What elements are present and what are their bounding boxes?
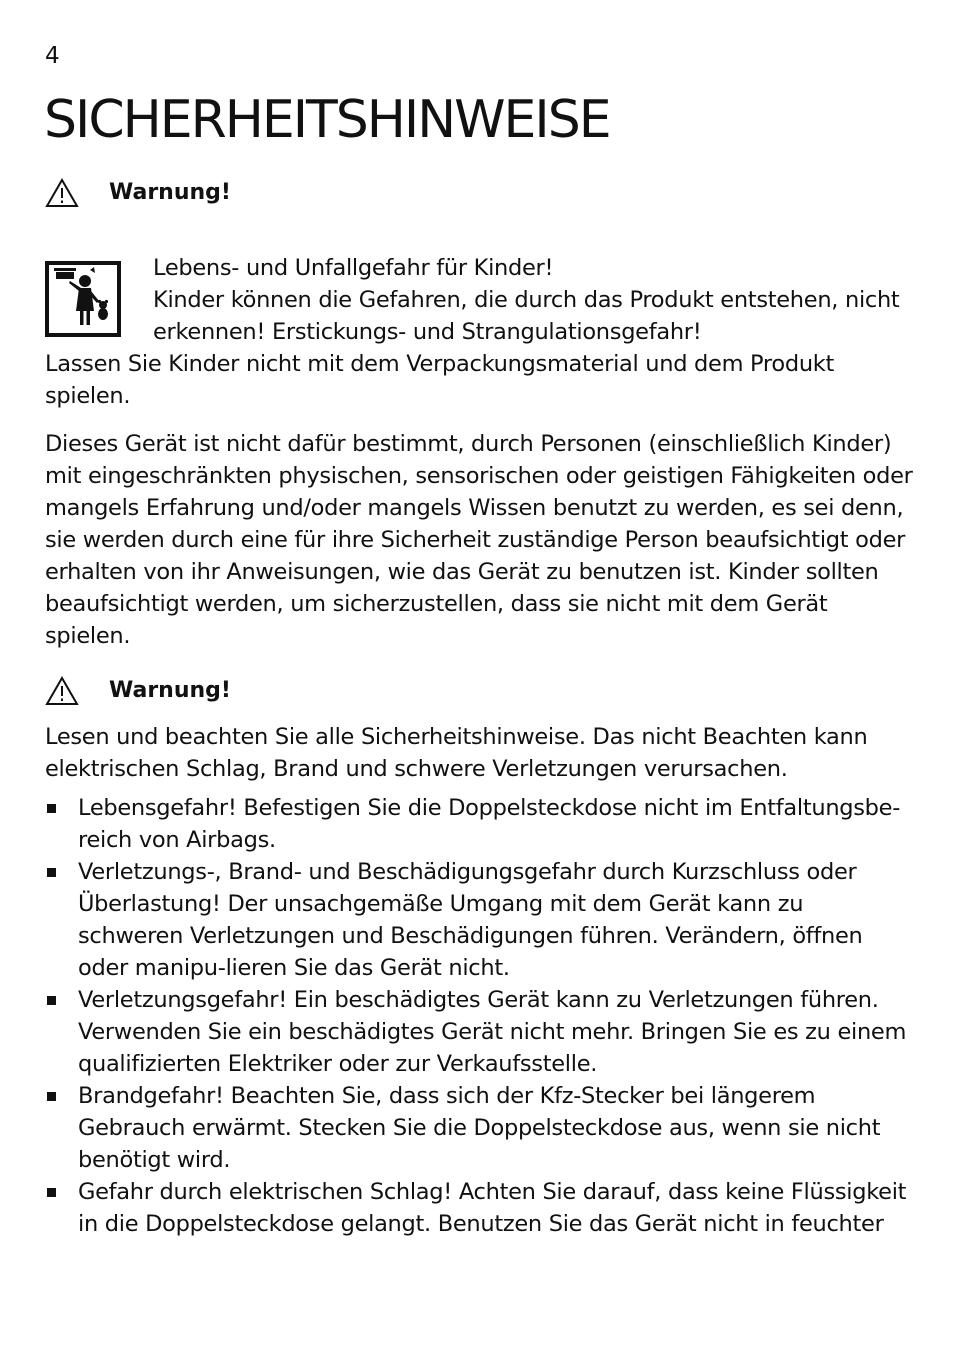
supervision-paragraph: Dieses Gerät ist nicht dafür bestimmt, durch Personen (einschließlich Kinder) mit eingeschränkten physischen, sensorischen oder geistigen Fähigkeiten oder mangels Erfahrung und/oder mangels Wissen benutzt zu werden, es sei denn, sie werden durch eine für ihre Sicherheit zuständige Person beaufsichtigt oder erhalten von ihr Anweisungen, wie das Gerät zu benutzen ist. Kinder sollten beaufsichtigt werden, um sicherzustellen, dass sie nicht mit dem Gerät spielen. (45, 431, 913, 649)
list-item (45, 856, 915, 984)
warning-label: Warnung! (109, 678, 231, 703)
warning-label: Warnung! (109, 180, 231, 205)
list-item (45, 792, 915, 856)
warning-triangle-icon (45, 676, 79, 706)
bullet-text: Brandgefahr! Beachten Sie, dass sich der Kfz-Stecker bei längerem Gebrauch erwärmt. Stecken Sie die Doppelsteckdose aus, wenn sie nicht benötigt wird. (78, 1083, 881, 1173)
warning-heading-2 (45, 676, 445, 708)
list-item (45, 984, 915, 1080)
bullet-text: Lebensgefahr! Befestigen Sie die Doppelsteckdose nicht im Entfaltungsbe-reich von Airbags. (78, 795, 901, 853)
warning-triangle-icon (45, 178, 79, 208)
child-hazard-line: Kinder können die Gefahren, die durch das Produkt entstehen, nicht (153, 287, 900, 313)
bullet-square-icon (47, 996, 56, 1005)
child-hazard-line: erkennen! Erstickungs- und Strangulationsgefahr! (153, 319, 702, 345)
packaging-warning-text: Lassen Sie Kinder nicht mit dem Verpackungsmaterial und dem Produkt spielen. (45, 351, 835, 409)
safety-intro-paragraph: Lesen und beachten Sie alle Sicherheitshinweise. Das nicht Beachten kann elektrischen Schlag, Brand und schwere Verletzungen verursachen. (45, 724, 868, 782)
safety-bullet-list (45, 792, 915, 1240)
list-item (45, 1080, 915, 1176)
list-item (45, 1176, 915, 1240)
bullet-square-icon (47, 804, 56, 813)
page-title: SICHERHEITSHINWEISE (44, 90, 610, 150)
bullet-text: Verletzungsgefahr! Ein beschädigtes Gerät kann zu Verletzungen führen. Verwenden Sie ein beschädigtes Gerät nicht mehr. Bringen Sie es zu einem qualifizierten Elektriker oder zur Verkaufsstelle. (78, 987, 907, 1077)
child-hazard-icon (45, 261, 121, 337)
child-hazard-line: Lebens- und Unfallgefahr für Kinder! (153, 255, 554, 281)
warning-heading-1 (45, 178, 445, 210)
bullet-text: Verletzungs-, Brand- und Beschädigungsgefahr durch Kurzschluss oder Überlastung! Der unsachgemäße Umgang mit dem Gerät kann zu schweren Verletzungen und Beschädigungen führen. Verändern, öffnen oder manipu-lieren Sie das Gerät nicht. (78, 859, 863, 981)
bullet-square-icon (47, 1188, 56, 1197)
bullet-text: Gefahr durch elektrischen Schlag! Achten Sie darauf, dass keine Flüssigkeit in die Doppelsteckdose gelangt. Benutzen Sie das Gerät nicht in feuchter (78, 1179, 907, 1237)
page-number: 4 (45, 43, 60, 69)
bullet-square-icon (47, 868, 56, 877)
child-hazard-text (153, 252, 913, 348)
bullet-square-icon (47, 1092, 56, 1101)
